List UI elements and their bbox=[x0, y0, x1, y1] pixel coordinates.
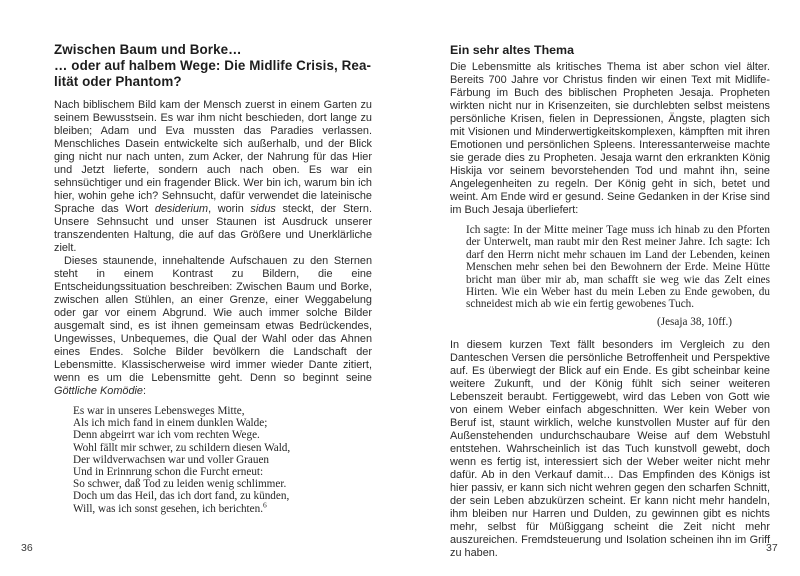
page-number-right: 37 bbox=[766, 542, 778, 554]
chapter-heading: Zwischen Baum und Borke… … oder auf halbem Wege: Die Midlife Crisis, Rea- lität oder Phantom? bbox=[54, 42, 372, 89]
page-left bbox=[54, 0, 372, 576]
body-paragraph: Dieses staunende, innehaltende Aufschauen zu den Sternen steht in einem Kontrast zu Bildern, die eine Entscheidungssituation beschreiben: Zwischen Baum und Borke, zwischen allen Stühlen, an einer Grenze, einer Weggabelung oder gar vor einem Abgrund. Wie auch immer solche Bilder ausgemalt sind, es ist ihnen gemeinsam etwas Bedrückendes, Ungewisses, Unbequemes, die Qual der Wahl oder das Ahnen eines Endes. Solche Bilder bevölkern die Landschaft der Lebensmitte. Klassischerweise wird immer wieder Dante zitiert, wenn es um die Lebensmitte geht. Denn so beginnt seine Göttliche Komödie: bbox=[54, 255, 372, 397]
page-right bbox=[450, 0, 770, 576]
quote-attribution: (Jesaja 38, 10ff.) bbox=[657, 315, 732, 328]
jesaja-quote: Ich sagte: In der Mitte meiner Tage muss ich hinab zu den Pforten der Unterwelt, man raubt mir den Rest meiner Jahre. Ich sagte: Ich darf den Herrn nicht mehr schauen im Land der Lebenden, keinen Menschen mehr sehen bei den Bewohnern der Erde. Meine Hütte bricht man über mir ab, man schafft sie weg wie das Zelt eines Hirten. Wie ein Weber hast du mein Leben zu Ende gewoben, du schneidest mich ab wie ein fertig gewobenes Tuch. bbox=[466, 224, 770, 311]
page-number-left: 36 bbox=[21, 542, 33, 554]
body-paragraph: In diesem kurzen Text fällt besonders im Vergleich zu den Danteschen Versen die persönliche Betroffenheit und Perspektive auf. Es überwiegt der Blick auf ein Ende. Es gibt scheinbar keine weitere Zukunft, und der König fühlt sich seiner weiteren Lebenszeit beraubt. Fertiggewebt, wird das Leben von Gott wie von einem Weber einfach abgeschnitten. Wer kein Weber von Beruf ist, staunt wirklich, welche kunstvollen Muster auf für den Außenstehenden undurchschaubare Weise auf dem Webstuhl entstehen. Wahrscheinlich ist das Tuch kunstvoll gewebt, doch wenn es fertig ist, interessiert sich der Weber weiter nicht mehr dafür. Ab in den Verkauf damit… Das Empfinden des Königs ist hier passiv, er kann sich nicht wehren gegen den scharfen Schnitt, der sein Leben abzukürzen scheint. Er kann nicht mehr handeln, ihm bleiben nur Harren und Dulden, zu gewinnen gibt es nichts mehr, selbst für Müßiggang scheint die Zeit nicht mehr auszureichen. Fremdsteuerung und Isolation scheinen ihn im Griff zu haben. bbox=[450, 338, 770, 559]
section-heading: Ein sehr altes Thema bbox=[450, 43, 574, 57]
body-paragraph: Nach biblischem Bild kam der Mensch zuerst in einem Garten zu seinem Bewusstsein. Es war ihm nicht beschieden, dort lange zu bleiben; Adam und Eva mussten das Paradies verlassen. Menschliches Dasein entwickelte sich außerhalb, und der Blick ging nicht nur nach unten, zum Acker, der Nahrung für das Hier und Jetzt lieferte, sondern auch nach oben. Es war ein sehnsüchtiger und ein fragender Blick. Wer bin ich, warum bin ich hier, wohin gehe ich? Sehnsucht, dafür verwendet die lateinische Sprache das Wort desiderium, worin sidus steckt, der Stern. Unsere Sehnsucht und unser Staunen ist Ausdruck unserer transzendenten Haltung, die auf das Größere und Unerklärliche zielt. bbox=[54, 99, 372, 254]
body-paragraph: Die Lebensmitte als kritisches Thema ist aber schon viel älter. Bereits 700 Jahre vor Christus finden wir einen Text mit Midlife-Färbung im Buch des biblischen Propheten Jesaja. Propheten wirkten nicht nur in Krisenzeiten, sie durchlebten selbst meistens persönliche Krisen, fielen in Depressionen, Ängste, plagten sich mit Visionen und Minderwertigkeitskomplexen, kämpften mit ihren Emotionen und persönlichen Spleens. Interessanterweise machte sie gerade dies zu Propheten. Jesaja warnt den erkrankten König Hiskija vor seinem bevorstehenden Tod und mahnt ihn, seine Angelegenheiten zu regeln. Der König geht in sich, betet und weint. Am Ende wird er gesund. Seine Gedanken in der Krise sind im Buch Jesaja überliefert: bbox=[450, 61, 770, 216]
dante-poem-quote: Es war in unseres Lebensweges Mitte, Als ich mich fand in einem dunklen Walde; Denn abgeirrt war ich vom rechten Wege. Wohl fällt mir schwer, zu schildern diesen Wald, Der wildverwachsen war und voller Grauen Und in Erinnrung schon die Furcht erneut: So schwer, daß Tod zu leiden wenig schlimmer. Doch um das Heil, das ich dort fand, zu künden, Will, was ich sonst gesehen, ich berichten.$^6$ bbox=[73, 405, 291, 515]
